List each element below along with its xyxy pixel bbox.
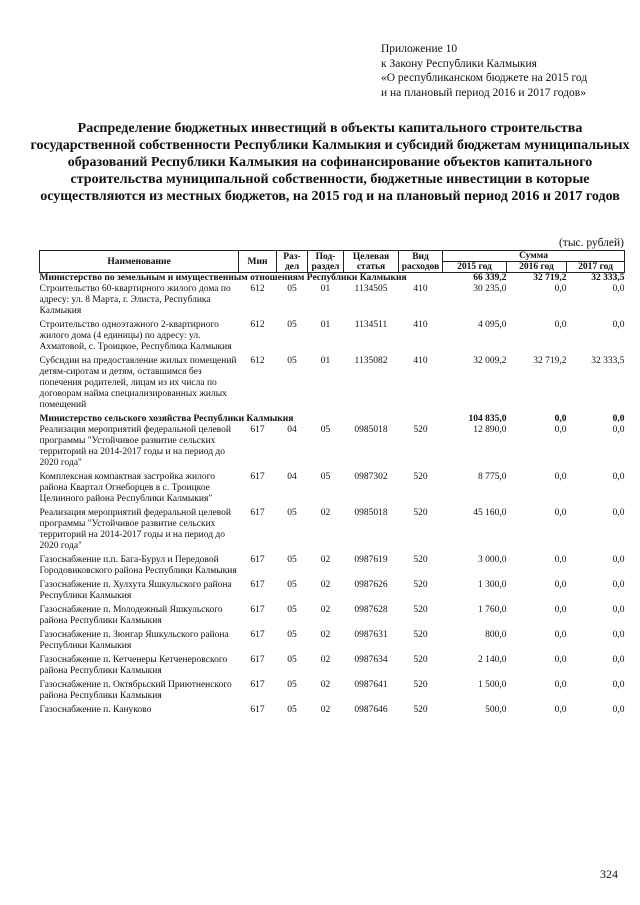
sum-2015-cell: 32 009,2 [473,356,507,366]
target-cell: 0987631 [354,630,388,640]
header-vid: Вид расходов [399,251,443,273]
sum-2015-cell: 104 835,0 [468,414,507,424]
header-min: Мин [239,251,277,273]
sum-2017-cell: 0,0 [612,508,625,518]
podrazdel-cell: 02 [320,630,331,640]
header-2016: 2016 год [507,262,567,273]
table-row [40,555,625,580]
section-name-cell: Министерство по земельным и имущественным отношениям Республики Калмыкия [39,273,407,283]
sum-2016-cell: 0,0 [554,705,567,715]
appendix-line: к Закону Республики Калмыкия [381,57,537,70]
sum-2017-cell: 0,0 [612,630,625,640]
sum-2015-cell: 45 160,0 [473,508,507,518]
header-2015: 2015 год [443,262,507,273]
sum-2016-cell: 0,0 [554,605,567,615]
table-row [40,320,625,356]
min-cell: 617 [250,472,265,482]
sum-2015-cell: 800,0 [485,630,507,640]
min-cell: 617 [250,680,265,690]
sum-2017-cell: 0,0 [612,320,625,330]
podrazdel-cell: 05 [320,472,331,482]
podrazdel-cell: 02 [320,555,331,565]
razdel-cell: 05 [287,284,297,294]
razdel-cell: 04 [287,472,297,482]
vid-cell: 410 [413,356,428,366]
razdel-cell: 05 [287,580,297,590]
budget-table [39,250,625,719]
sum-2016-cell: 32 719,2 [533,273,567,283]
target-cell: 1134511 [354,320,388,330]
sum-2017-cell: 0,0 [612,425,625,435]
sum-2016-cell: 0,0 [554,472,567,482]
podrazdel-cell: 02 [320,680,331,690]
sum-2015-cell: 8 775,0 [478,472,507,482]
name-cell: Реализация мероприятий федеральной целевой программы "Устойчивое развитие сельских территорий на 2014-2017 годы и на период до 2020 года" [39,508,231,551]
name-cell: Строительство одноэтажного 2-квартирного жилого дома (4 единицы) по адресу: ул. Ахматовой, с. Троицкое, Республика Калмыкия [39,320,232,352]
name-cell: Субсидии на предоставление жилых помещений детям-сиротам и детям, оставшимся без попечения родителей, лицам из их числа по договорам найма специализированных жилых помещений [39,356,237,410]
sum-2016-cell: 0,0 [554,580,567,590]
podrazdel-cell: 02 [320,655,331,665]
table-body [40,273,625,720]
sum-2016-cell: 0,0 [554,284,567,294]
vid-cell: 520 [413,655,428,665]
section-row [40,414,625,425]
name-cell: Газоснабжение п. Молодежный Яшкульского района Республики Калмыкия [39,605,223,626]
target-cell: 0987302 [354,472,388,482]
name-cell: Газоснабжение п. Кануково [39,705,152,715]
units-label: (тыс. рублей) [558,237,624,249]
header-podrazdel: Под-раздел [308,251,344,273]
vid-cell: 410 [413,320,428,330]
min-cell: 617 [250,605,265,615]
sum-2017-cell: 0,0 [612,472,625,482]
min-cell: 617 [250,425,265,435]
sum-2015-cell: 30 235,0 [473,284,507,294]
podrazdel-cell: 02 [320,605,331,615]
sum-2017-cell: 0,0 [612,580,625,590]
name-cell: Газоснабжение п.п. Бага-Бурул и Передовой Городовиковского района Республики Калмыкия [39,555,237,576]
podrazdel-cell: 01 [320,284,331,294]
header-2017: 2017 год [567,262,625,273]
sum-2015-cell: 1 760,0 [478,605,507,615]
min-cell: 617 [250,705,265,715]
appendix-line: и на плановый период 2016 и 2017 годов» [381,86,586,99]
table-row [40,605,625,630]
vid-cell: 520 [413,555,428,565]
min-cell: 617 [250,630,265,640]
min-cell: 617 [250,508,265,518]
razdel-cell: 05 [287,356,297,366]
podrazdel-cell: 02 [320,705,331,715]
target-cell: 1134505 [354,284,388,294]
table-row [40,655,625,680]
sum-2016-cell: 32 719,2 [533,356,567,366]
name-cell: Газоснабжение п. Кетченеры Кетченеровского района Республики Калмыкия [39,655,228,676]
table-row [40,580,625,605]
sum-2017-cell: 0,0 [612,680,625,690]
sum-2015-cell: 3 000,0 [478,555,507,565]
table-row [40,508,625,555]
sum-2015-cell: 66 339,2 [473,273,507,283]
header-target: Целевая статья [344,251,399,273]
sum-2016-cell: 0,0 [554,414,567,424]
razdel-cell: 05 [287,508,297,518]
page-number: 324 [600,867,618,881]
table-row [40,284,625,320]
vid-cell: 520 [413,705,428,715]
sum-2015-cell: 4 095,0 [478,320,507,330]
razdel-cell: 05 [287,605,297,615]
target-cell: 0985018 [354,425,388,435]
sum-2017-cell: 32 333,5 [591,273,625,283]
target-cell: 0987619 [354,555,388,565]
min-cell: 612 [250,356,265,366]
sum-2017-cell: 0,0 [612,555,625,565]
min-cell: 617 [250,655,265,665]
sum-2016-cell: 0,0 [554,555,567,565]
vid-cell: 520 [413,508,428,518]
table-row [40,425,625,472]
sum-2015-cell: 2 140,0 [478,655,507,665]
table-row [40,705,625,719]
min-cell: 617 [250,555,265,565]
vid-cell: 520 [413,630,428,640]
podrazdel-cell: 02 [320,580,331,590]
sum-2015-cell: 500,0 [485,705,507,715]
name-cell: Газоснабжение п. Зюнгар Яшкульского района Республики Калмыкия [39,630,229,651]
sum-2015-cell: 1 500,0 [478,680,507,690]
sum-2015-cell: 1 300,0 [478,580,507,590]
vid-cell: 520 [413,472,428,482]
razdel-cell: 05 [287,630,297,640]
razdel-cell: 05 [287,655,297,665]
table-row [40,356,625,414]
document-title: Распределение бюджетных инвестиций в объекты капитального строительства государственной собственности Республики Калмыкия и субсидий бюджетам муниципальных образований Республики Калмыкия на софинансирование объектов капитального строительства муниципальной собственности, бюджетные инвестиции в которые осуществляются из местных бюджетов, на 2015 год и на плановый период 2016 и 2017 годов [30,121,630,204]
podrazdel-cell: 05 [320,425,331,435]
appendix-header [381,42,636,100]
sum-2015-cell: 12 890,0 [473,425,507,435]
table-row [40,630,625,655]
target-cell: 0987626 [354,580,388,590]
razdel-cell: 05 [287,555,297,565]
sum-2017-cell: 0,0 [612,284,625,294]
target-cell: 0987646 [354,705,388,715]
min-cell: 617 [250,580,265,590]
razdel-cell: 05 [287,680,297,690]
sum-2016-cell: 0,0 [554,630,567,640]
table-row [40,472,625,508]
appendix-line: Приложение 10 [381,43,458,55]
vid-cell: 520 [413,425,428,435]
sum-2017-cell: 0,0 [612,705,625,715]
vid-cell: 520 [413,580,428,590]
podrazdel-cell: 02 [320,508,331,518]
header-razdel: Раз-дел [277,251,308,273]
razdel-cell: 05 [287,705,297,715]
vid-cell: 410 [413,284,428,294]
target-cell: 0987628 [354,605,388,615]
table-row [40,680,625,705]
name-cell: Строительство 60-квартирного жилого дома по адресу: ул. 8 Марта, г. Элиста, Республика Калмыкия [39,284,231,316]
sum-2016-cell: 0,0 [554,425,567,435]
vid-cell: 520 [413,605,428,615]
header-sum: Сумма [443,251,625,262]
sum-2017-cell: 32 333,5 [591,356,625,366]
min-cell: 612 [250,284,265,294]
sum-2016-cell: 0,0 [554,680,567,690]
section-row [40,273,625,285]
table-header [40,251,625,273]
sum-2016-cell: 0,0 [554,655,567,665]
min-cell: 612 [250,320,265,330]
podrazdel-cell: 01 [320,356,331,366]
target-cell: 0985018 [354,508,388,518]
header-name: Наименование [40,251,239,273]
section-name-cell: Министерство сельского хозяйства Республики Калмыкия [39,414,294,424]
podrazdel-cell: 01 [320,320,331,330]
name-cell: Реализация мероприятий федеральной целевой программы "Устойчивое развитие сельских территорий на 2014-2017 годы и на период до 2020 года" [39,425,231,468]
target-cell: 0987641 [354,680,388,690]
appendix-line: «О республиканском бюджете на 2015 год [381,72,588,84]
sum-2016-cell: 0,0 [554,320,567,330]
sum-2016-cell: 0,0 [554,508,567,518]
target-cell: 0987634 [354,655,388,665]
name-cell: Комплексная компактная застройка жилого района Квартал Огнеборцев в с. Троицкое Целинного района Республики Калмыкия" [39,472,215,504]
vid-cell: 520 [413,680,428,690]
sum-2017-cell: 0,0 [612,655,625,665]
target-cell: 1135082 [354,356,388,366]
sum-2017-cell: 0,0 [612,605,625,615]
name-cell: Газоснабжение п. Хулхута Яшкульского района Республики Калмыкия [39,580,232,601]
razdel-cell: 04 [287,425,297,435]
sum-2017-cell: 0,0 [612,414,625,424]
name-cell: Газоснабжение п. Октябрьский Приютненского района Республики Калмыкия [39,680,232,701]
razdel-cell: 05 [287,320,297,330]
